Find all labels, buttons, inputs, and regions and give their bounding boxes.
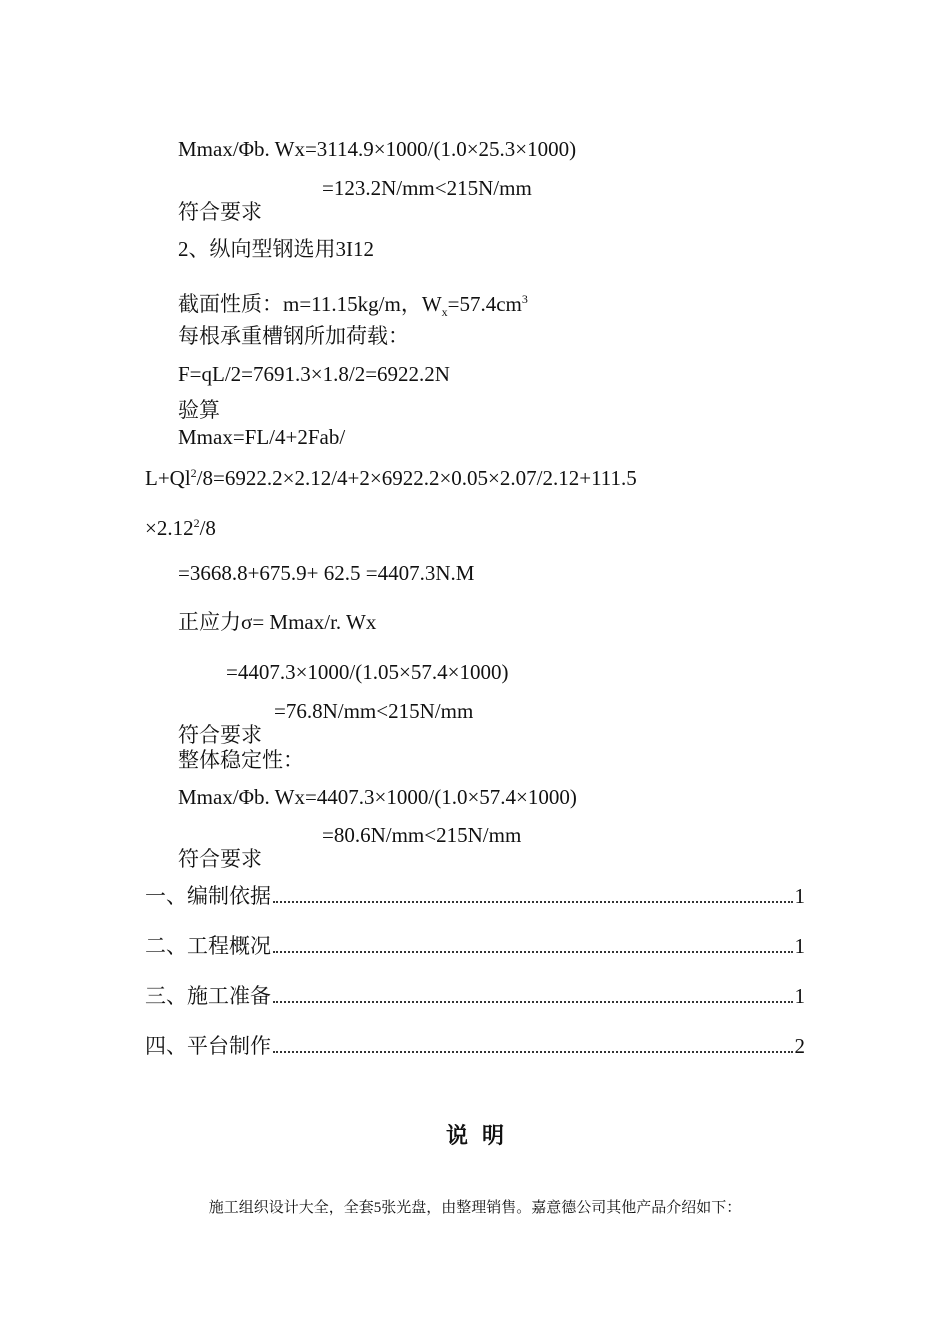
toc-leader-dots	[273, 901, 793, 903]
result-line: =76.8N/mm<215N/mm	[274, 699, 474, 723]
toc-leader-dots	[273, 1051, 793, 1053]
toc-page-number: 2	[794, 1034, 805, 1058]
formula-line: Mmax/Φb. Wx=3114.9×1000/(1.0×25.3×1000)	[178, 137, 577, 161]
toc-leader-dots	[273, 951, 793, 953]
result-line: =3668.8+675.9+ 62.5 =4407.3N.M	[178, 561, 475, 585]
superscript: 2	[190, 466, 197, 480]
formula-line: =4407.3×1000/(1.05×57.4×1000)	[226, 660, 509, 684]
formula-line: F=qL/2=7691.3×1.8/2=6922.2N	[178, 362, 450, 386]
toc-entry-label: 三、施工准备	[145, 984, 271, 1008]
superscript: 2	[193, 516, 200, 530]
conclusion-line: 符合要求	[178, 847, 262, 871]
toc-entry[interactable]	[145, 933, 805, 959]
formula-line	[145, 460, 637, 491]
formula-line: Mmax=FL/4+2Fab/	[178, 425, 346, 449]
section-heading: 说明	[445, 1123, 518, 1148]
stress-title-line: 正应力σ= Mmax/r. Wx	[178, 610, 377, 634]
toc-entry-label: 二、工程概况	[145, 934, 271, 958]
formula-text: L+Ql	[145, 466, 191, 490]
toc-entry-label: 四、平台制作	[145, 1034, 271, 1058]
toc-entry[interactable]	[145, 1033, 805, 1059]
load-title-line: 每根承重槽钢所加荷载：	[178, 324, 409, 348]
intro-note: 施工组织设计大全，全套5张光盘，由整理销售。嘉意德公司其他产品介绍如下：	[208, 1200, 742, 1216]
conclusion-line: 符合要求	[178, 723, 262, 747]
toc-page-number: 1	[794, 884, 805, 908]
toc-entry-label: 一、编制依据	[145, 884, 271, 908]
stability-title-line: 整体稳定性：	[178, 748, 304, 772]
section-property-text: 截面性质：m=11.15kg/m，W	[178, 292, 442, 316]
formula-text: ×2.12	[145, 516, 194, 540]
conclusion-line: 符合要求	[178, 200, 262, 224]
result-line: =123.2N/mm<215N/mm	[322, 176, 532, 200]
superscript: 3	[521, 292, 528, 306]
formula-text: /8	[199, 516, 216, 540]
result-line: =80.6N/mm<215N/mm	[322, 823, 522, 847]
toc-entry[interactable]	[145, 883, 805, 909]
toc-leader-dots	[273, 1001, 793, 1003]
check-title-line: 验算	[178, 398, 220, 422]
toc-page-number: 1	[794, 984, 805, 1008]
formula-text: /8=6922.2×2.12/4+2×6922.2×0.05×2.07/2.12+111.5	[196, 466, 637, 490]
section-line: 2、纵向型钢选用3I12	[178, 237, 374, 261]
toc-page-number: 1	[794, 934, 805, 958]
section-property-line	[178, 286, 528, 325]
formula-line	[145, 510, 216, 541]
section-property-value: =57.4cm	[447, 292, 522, 316]
formula-line: Mmax/Φb. Wx=4407.3×1000/(1.0×57.4×1000)	[178, 785, 577, 809]
toc-entry[interactable]	[145, 983, 805, 1009]
subscript: x	[441, 305, 448, 320]
